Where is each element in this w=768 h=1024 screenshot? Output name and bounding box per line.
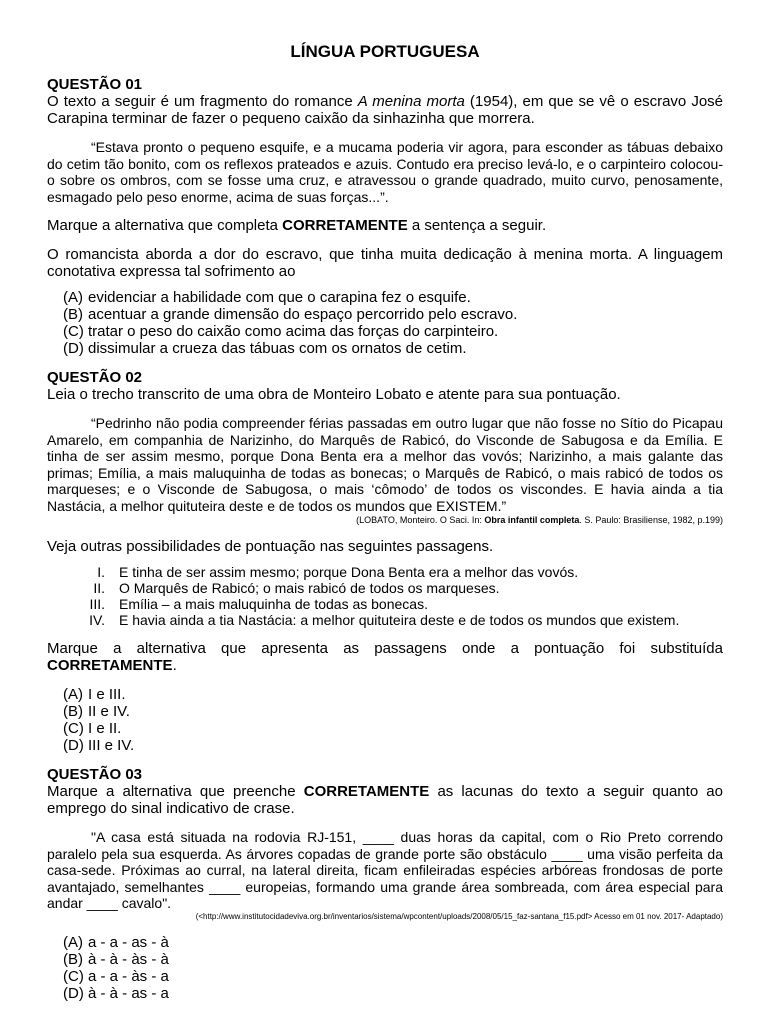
question-1-options bbox=[47, 289, 723, 357]
passage-number: III. bbox=[89, 596, 105, 612]
question-1-quote: “Estava pronto o pequeno esquife, e a mucama poderia vir agora, para esconder as tábuas debaixo do cetim tão bonito, com os reflexos prateados e azuis. Contudo era preciso levá-lo, e o carpinteiro colocou-o sobre os ombros, com se fosse uma cruz, e atravessou o grande quadrado, muito curvo, penosamente, esmagado pelo peso enorme, acima de suas forças...”. bbox=[47, 139, 723, 205]
option-d[interactable] bbox=[47, 985, 723, 1002]
page-title: LÍNGUA PORTUGUESA bbox=[290, 42, 480, 61]
question-3-options bbox=[47, 934, 723, 1002]
intro-text: (1954), em que se vê o escravo José Carapina terminar de fazer o pequeno caixão da sinhazinha que morrera. bbox=[47, 93, 724, 127]
option-a[interactable] bbox=[47, 686, 723, 703]
option-text: I e II. bbox=[88, 720, 122, 737]
question-1-intro bbox=[47, 93, 723, 127]
option-text: III e IV. bbox=[88, 737, 135, 754]
option-text: à - à - as - a bbox=[88, 984, 169, 1002]
passage-number: I. bbox=[97, 564, 105, 580]
instruction-text: as lacunas do texto a seguir quanto ao emprego do sinal indicativo de crase. bbox=[47, 783, 723, 817]
passage-text: E tinha de ser assim mesmo; porque Dona Benta era a melhor das vovós. bbox=[119, 564, 579, 580]
option-letter: (C) bbox=[63, 967, 84, 985]
instruction-text: Marque a alternativa que preenche bbox=[47, 783, 304, 800]
option-text: I e III. bbox=[88, 686, 126, 703]
option-a[interactable] bbox=[47, 934, 723, 951]
question-3-quote: "A casa está situada na rodovia RJ-151, ____ duas horas da capital, com o Rio Preto correndo paralelo pela sua esquerda. As árvores copadas de grande porte são obstáculo ____ uma visão perfeita da casa-sede. Próximas ao curral, na lateral direita, ficam enfileiradas espécies arbóreas frondosas de porte avantajado, semelhantes ____ europeias, formando uma grande área sombreada, com área especial para andar ____ cavalo". bbox=[47, 829, 723, 911]
option-b[interactable] bbox=[47, 703, 723, 720]
source-text: (LOBATO, Monteiro. O Saci. In: bbox=[356, 515, 485, 525]
option-text: evidenciar a habilidade com que o carapina fez o esquife. bbox=[88, 289, 471, 306]
passage-iv bbox=[47, 612, 723, 628]
instruction-text: Marque a alternativa que apresenta as passagens onde a pontuação foi substituída bbox=[47, 640, 723, 657]
option-c[interactable] bbox=[47, 323, 723, 340]
passage-ii bbox=[47, 580, 723, 596]
source-text: . S. Paulo: Brasiliense, 1982, p.199) bbox=[579, 515, 723, 525]
question-1 bbox=[47, 76, 723, 357]
option-b[interactable] bbox=[47, 951, 723, 968]
question-2 bbox=[47, 369, 723, 754]
question-3-heading: QUESTÃO 03 bbox=[47, 766, 143, 783]
passage-text: Emília – a mais maluquinha de todas as bonecas. bbox=[119, 596, 428, 612]
instruction-emphasis: CORRETAMENTE bbox=[282, 217, 408, 234]
question-2-instruction bbox=[47, 640, 723, 674]
question-2-source bbox=[47, 515, 723, 526]
book-title: A menina morta bbox=[357, 93, 465, 110]
instruction-emphasis: CORRETAMENTE bbox=[303, 783, 430, 800]
exam-page bbox=[47, 42, 723, 1002]
question-2-see: Veja outras possibilidades de pontuação nas seguintes passagens. bbox=[47, 538, 494, 555]
option-text: tratar o peso do caixão como acima das forças do carpinteiro. bbox=[88, 323, 499, 340]
option-letter: (A) bbox=[63, 289, 83, 306]
option-text: à - à - às - à bbox=[88, 950, 169, 968]
option-letter: (D) bbox=[63, 984, 84, 1002]
option-a[interactable] bbox=[47, 289, 723, 306]
option-d[interactable] bbox=[47, 340, 723, 357]
question-2-passages bbox=[47, 564, 723, 628]
question-2-heading: QUESTÃO 02 bbox=[47, 369, 143, 386]
intro-text: O texto a seguir é um fragmento do romance bbox=[47, 93, 358, 110]
instruction-text: . bbox=[172, 657, 177, 674]
instruction-text: a sentença a seguir. bbox=[407, 217, 547, 234]
option-b[interactable] bbox=[47, 306, 723, 323]
option-letter: (B) bbox=[63, 306, 83, 323]
option-letter: (A) bbox=[63, 686, 83, 703]
question-3 bbox=[47, 766, 723, 1002]
instruction-emphasis: CORRETAMENTE bbox=[47, 657, 173, 674]
option-letter: (B) bbox=[63, 950, 83, 968]
option-letter: (C) bbox=[63, 323, 84, 340]
question-2-options bbox=[47, 686, 723, 754]
option-text: acentuar a grande dimensão do espaço percorrido pelo escravo. bbox=[88, 306, 518, 323]
question-3-instruction bbox=[47, 783, 723, 817]
question-1-instruction bbox=[47, 217, 723, 234]
option-text: dissimular a crueza das tábuas com os ornatos de cetim. bbox=[88, 340, 467, 357]
passage-i bbox=[47, 564, 723, 580]
source-book-title: Obra infantil completa bbox=[484, 515, 580, 525]
option-text: II e IV. bbox=[88, 703, 130, 720]
question-1-stem: O romancista aborda a dor do escravo, que tinha muita dedicação à menina morta. A linguagem conotativa expressa tal sofrimento ao bbox=[47, 246, 723, 280]
option-letter: (A) bbox=[63, 933, 83, 951]
passage-text: O Marquês de Rabicó; o mais rabicó de todos os marqueses. bbox=[119, 580, 500, 596]
option-d[interactable] bbox=[47, 737, 723, 754]
option-text: a - a - as - à bbox=[88, 933, 169, 951]
question-1-heading: QUESTÃO 01 bbox=[47, 76, 143, 93]
passage-number: IV. bbox=[89, 612, 105, 628]
instruction-text: Marque a alternativa que completa bbox=[47, 217, 283, 234]
option-letter: (B) bbox=[63, 703, 83, 720]
option-letter: (C) bbox=[63, 720, 84, 737]
option-letter: (D) bbox=[63, 737, 84, 754]
question-3-source: (<http://www.institutocidadeviva.org.br/inventarios/sistema/wpcontent/uploads/2008/05/15_faz-santana_f15.pdf> Acesso em 01 nov. 2017- Adaptado) bbox=[195, 911, 723, 921]
question-2-quote: “Pedrinho não podia compreender férias passadas em outro lugar que não fosse no Sítio do Picapau Amarelo, em companhia de Narizinho, do Marquês de Rabicó, do Visconde de Sabugosa e da Emília. E tinha de ser assim mesmo, porque Dona Benta era a melhor das vovós; Narizinho, a mais galante das primas; Emília, a mais maluquinha de todas as bonecas; o Marquês de Rabicó, o mais rabicó de todos os marqueses; e o Visconde de Sabugosa, o mais ‘cômodo’ de todos os viscondes. E havia ainda a tia Nastácia, a melhor quituteira deste e de todos os mundos que EXISTEM.” bbox=[47, 415, 723, 514]
option-c[interactable] bbox=[47, 968, 723, 985]
option-letter: (D) bbox=[63, 340, 84, 357]
option-text: a - a - às - a bbox=[88, 967, 169, 985]
passage-number: II. bbox=[93, 580, 105, 596]
passage-iii bbox=[47, 596, 723, 612]
passage-text: E havia ainda a tia Nastácia: a melhor quituteira deste e de todos os mundos que existem. bbox=[119, 612, 680, 628]
option-c[interactable] bbox=[47, 720, 723, 737]
question-2-intro: Leia o trecho transcrito de uma obra de Monteiro Lobato e atente para sua pontuação. bbox=[47, 386, 621, 403]
